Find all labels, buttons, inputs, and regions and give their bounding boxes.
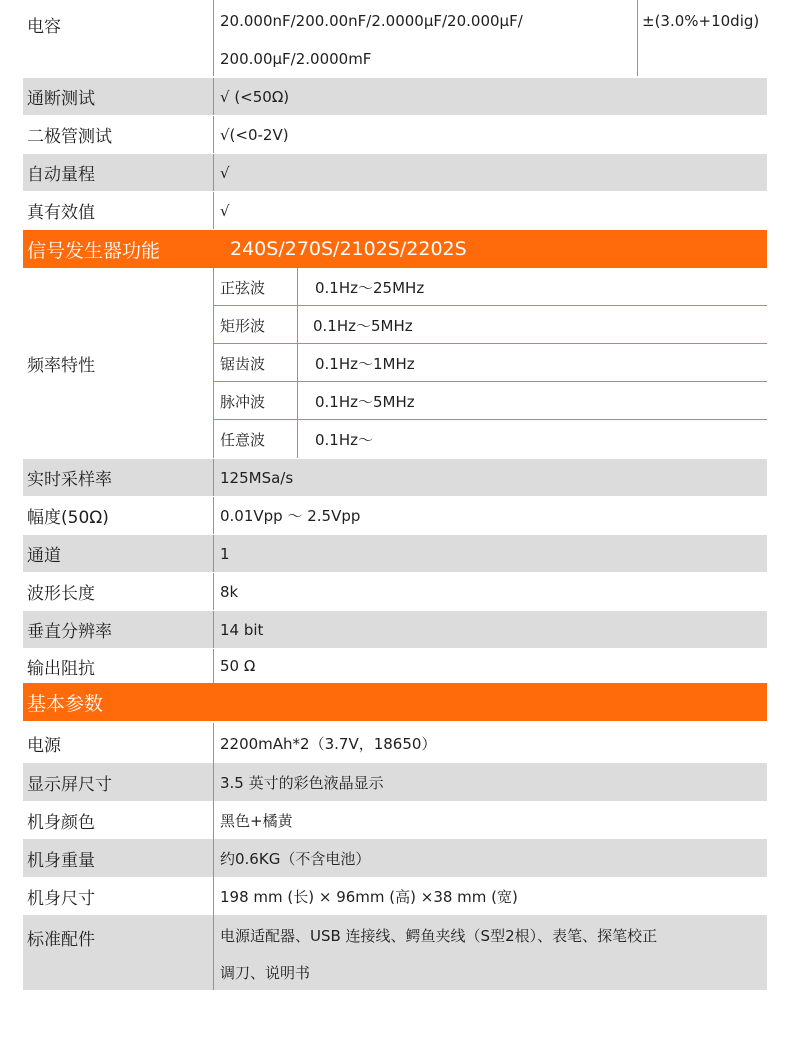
row-value: 198 mm (长) × 96mm (高) ×38 mm (宽) bbox=[220, 887, 518, 906]
table-row bbox=[23, 459, 767, 496]
row-value: 14 bit bbox=[220, 620, 264, 639]
accessories-label: 标准配件 bbox=[27, 930, 95, 950]
wave-name: 任意波 bbox=[220, 430, 266, 449]
sub-row-divider bbox=[214, 305, 767, 306]
row-label: 机身重量 bbox=[27, 850, 95, 871]
row-label: 自动量程 bbox=[27, 165, 95, 185]
frequency-label: 频率特性 bbox=[27, 355, 95, 376]
row-value: 8k bbox=[220, 582, 239, 601]
section-models: 240S/270S/2102S/2202S bbox=[230, 238, 467, 260]
wave-range: 0.1Hz～5MHz bbox=[313, 316, 413, 335]
table-row bbox=[23, 78, 767, 115]
wave-name: 锯齿波 bbox=[220, 354, 266, 373]
row-label: 波形长度 bbox=[27, 584, 95, 604]
wave-name: 矩形波 bbox=[220, 316, 266, 335]
section-title: 信号发生器功能 bbox=[27, 239, 161, 262]
table-row bbox=[23, 649, 767, 683]
row-value: 0.01Vpp ～ 2.5Vpp bbox=[220, 507, 361, 525]
row-label: 机身尺寸 bbox=[27, 888, 95, 909]
frequency-block bbox=[23, 268, 767, 458]
row-label: 通断测试 bbox=[27, 89, 95, 109]
sub-row-divider bbox=[214, 343, 767, 344]
table-row bbox=[23, 877, 767, 915]
accuracy-column-divider bbox=[637, 0, 638, 76]
table-row bbox=[23, 497, 767, 534]
capacitance-ranges-line1: 20.000nF/200.00nF/2.0000μF/20.000μF/ bbox=[220, 12, 523, 30]
table-row bbox=[23, 192, 767, 229]
row-value: 黑色+橘黄 bbox=[220, 811, 293, 830]
row-value: 125MSa/s bbox=[220, 468, 294, 487]
row-value: √(<0-2V) bbox=[220, 125, 289, 144]
row-label: 机身颜色 bbox=[27, 812, 95, 833]
wave-name: 正弦波 bbox=[220, 278, 266, 297]
row-value: √ bbox=[220, 163, 230, 182]
column-divider bbox=[213, 268, 214, 458]
row-value: 50 Ω bbox=[220, 657, 256, 675]
row-label: 显示屏尺寸 bbox=[27, 774, 112, 795]
accessories-line1: 电源适配器、USB 连接线、鳄鱼夹线（S型2根）、表笔、探笔校正 bbox=[220, 927, 658, 945]
table-row bbox=[23, 154, 767, 191]
row-value: 2200mAh*2（3.7V，18650） bbox=[220, 734, 437, 753]
table-row bbox=[23, 573, 767, 610]
row-value: 1 bbox=[220, 544, 230, 563]
sub-column-divider bbox=[297, 268, 298, 458]
table-row bbox=[23, 801, 767, 839]
row-value: √ (<50Ω) bbox=[220, 87, 290, 106]
wave-range: 0.1Hz～5MHz bbox=[315, 392, 415, 411]
row-value: √ bbox=[220, 201, 230, 220]
wave-range: 0.1Hz～25MHz bbox=[315, 278, 425, 297]
capacitance-ranges-line2: 200.00μF/2.0000mF bbox=[220, 50, 372, 68]
row-value: 3.5 英寸的彩色液晶显示 bbox=[220, 773, 384, 792]
sub-row-divider bbox=[214, 381, 767, 382]
accessories-line2: 调刀、说明书 bbox=[220, 964, 311, 982]
row-label: 实时采样率 bbox=[27, 470, 112, 490]
signal-generator-header bbox=[23, 230, 767, 268]
accessories-row bbox=[23, 915, 767, 990]
row-value: 约0.6KG（不含电池） bbox=[220, 849, 371, 868]
wave-range: 0.1Hz～ bbox=[315, 430, 374, 449]
table-row bbox=[23, 611, 767, 648]
table-row bbox=[23, 116, 767, 153]
row-label: 电源 bbox=[27, 735, 61, 756]
sub-row-divider bbox=[214, 419, 767, 420]
row-label: 真有效值 bbox=[27, 203, 95, 223]
capacitance-accuracy: ±(3.0%+10dig) bbox=[642, 12, 760, 30]
column-divider bbox=[213, 0, 214, 76]
section-title: 基本参数 bbox=[27, 692, 104, 715]
column-divider bbox=[213, 915, 214, 990]
table-row bbox=[23, 723, 767, 763]
basic-params-header bbox=[23, 683, 767, 721]
capacitance-label: 电容 bbox=[27, 17, 61, 37]
table-row bbox=[23, 839, 767, 877]
table-row bbox=[23, 535, 767, 572]
capacitance-row bbox=[23, 0, 767, 76]
row-label: 垂直分辨率 bbox=[27, 622, 112, 642]
wave-name: 脉冲波 bbox=[220, 392, 266, 411]
table-row bbox=[23, 763, 767, 801]
row-label: 通道 bbox=[27, 546, 61, 566]
row-label: 幅度(50Ω) bbox=[27, 508, 109, 528]
wave-range: 0.1Hz～1MHz bbox=[315, 354, 415, 373]
row-label: 二极管测试 bbox=[27, 127, 112, 147]
row-label: 输出阻抗 bbox=[27, 658, 95, 679]
